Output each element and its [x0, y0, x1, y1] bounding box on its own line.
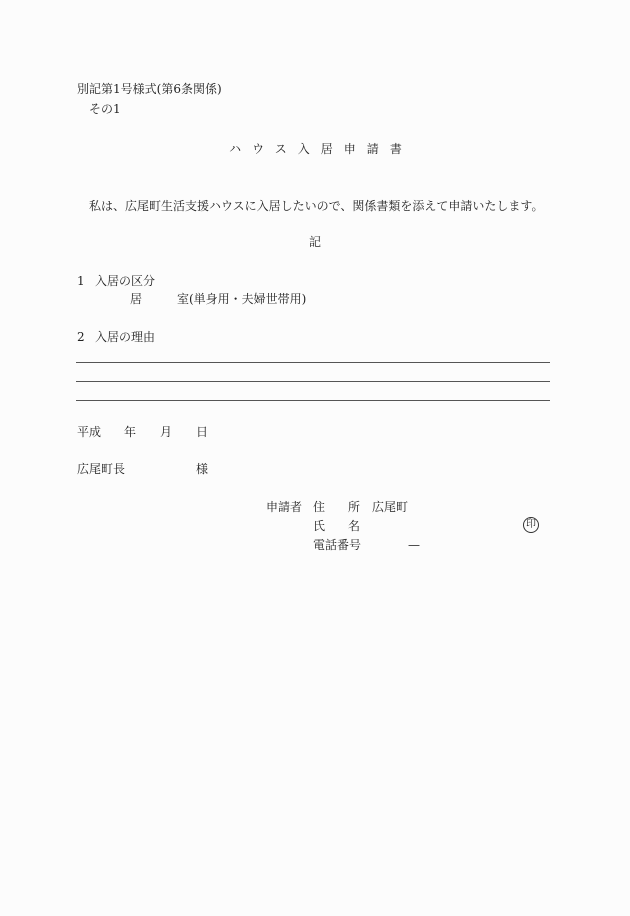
date-day-label: 日	[196, 425, 209, 439]
phone-separator: —	[408, 538, 420, 552]
section-1-number: 1	[77, 274, 85, 288]
application-statement: 私は、広尾町生活支援ハウスに入居したいので、関係書類を添えて申請いたします。	[89, 199, 544, 213]
addressee-honorific: 様	[196, 462, 209, 476]
applicant-label: 申請者	[266, 500, 303, 514]
reason-line-1[interactable]	[76, 362, 550, 363]
section-1-label: 入居の区分	[95, 274, 156, 288]
name-label-part-1: 氏	[313, 519, 326, 533]
room-prefix: 居	[130, 292, 143, 306]
date-year-label: 年	[124, 425, 137, 439]
address-label-part-1: 住	[313, 500, 326, 514]
name-label-part-2: 名	[348, 519, 361, 533]
section-2-label: 入居の理由	[95, 330, 156, 344]
form-reference: 別記第1号様式(第6条関係)	[77, 82, 222, 96]
date-era: 平成	[77, 425, 102, 439]
addressee-name: 広尾町長	[77, 462, 126, 476]
seal-icon: 印	[523, 517, 539, 533]
form-sub-label: その1	[89, 102, 121, 116]
document-title: ハウス入居申請書	[229, 142, 413, 156]
date-month-label: 月	[160, 425, 173, 439]
address-label-part-2: 所	[348, 500, 361, 514]
ki-heading: 記	[308, 235, 321, 249]
address-value: 広尾町	[372, 500, 409, 514]
room-type-options: 室(単身用・夫婦世帯用)	[177, 292, 307, 306]
section-2-number: 2	[77, 330, 85, 344]
reason-line-2[interactable]	[76, 381, 550, 382]
reason-line-3[interactable]	[76, 400, 550, 401]
phone-label: 電話番号	[313, 538, 362, 552]
